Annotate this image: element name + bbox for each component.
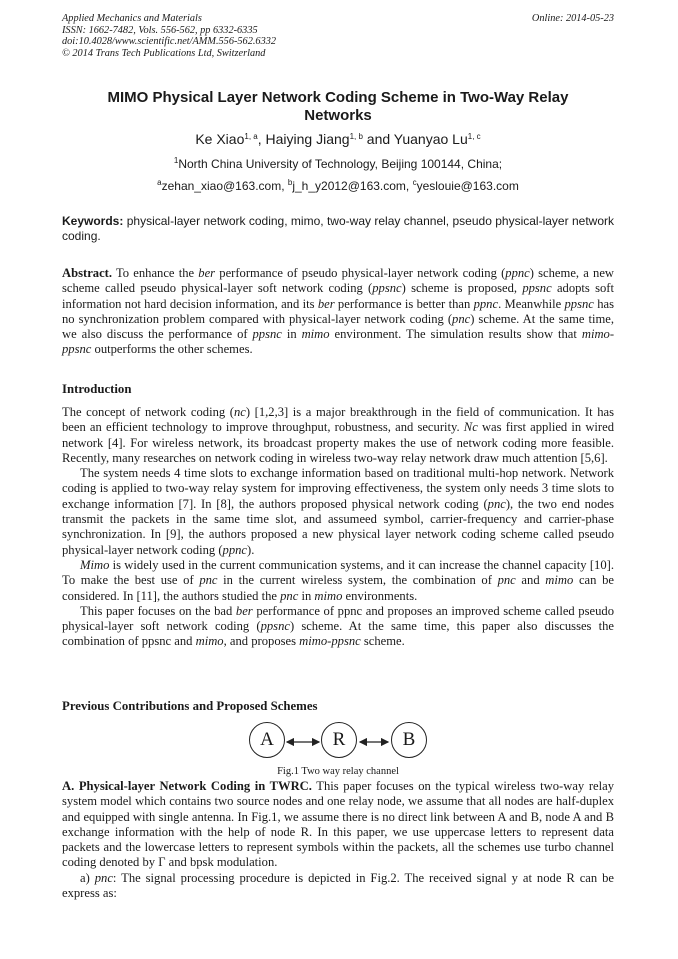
abstract — [62, 266, 614, 358]
author-name: Yuanyao Lu — [393, 131, 468, 147]
doi-line: doi:10.4028/www.scientific.net/AMM.556-562.6332 — [62, 36, 277, 48]
section-heading-previous-contributions: Previous Contributions and Proposed Schemes — [62, 699, 318, 713]
author-separator: , — [257, 131, 266, 147]
email-address[interactable]: yeslouie@163.com — [416, 179, 519, 193]
italic-term: Mimo — [80, 557, 110, 572]
journal-header — [62, 13, 614, 60]
text-run: environments. — [342, 588, 418, 603]
italic-term: ber — [317, 296, 335, 311]
keywords — [62, 214, 614, 244]
text-run: was first applied in wired network [4]. For wireless network, its broadcast property makes the use of network coding more feasible. Recently, many researches on network coding in wireless two-way relay network draw much attention [5,6]. — [62, 420, 614, 465]
italic-term: pnc — [497, 573, 516, 588]
author-superscript: 1, c — [467, 132, 481, 141]
italic-term: ppnc — [473, 296, 499, 311]
node-b: B — [391, 722, 427, 758]
abstract-paragraph — [62, 266, 614, 358]
text-run: ) scheme. At the same time, we also discuss the performance of — [62, 311, 614, 342]
text-run: a) — [80, 870, 95, 885]
italic-term: pnc — [94, 870, 113, 885]
italic-term: Nc — [463, 420, 478, 435]
text-run: ) scheme, a new scheme called pseudo physical-layer soft network coding ( — [62, 266, 615, 296]
text-run: performance is better than — [334, 296, 474, 311]
text-run: adopts soft information not hard decision information, and its — [62, 281, 614, 311]
email-superscript: c — [412, 178, 417, 187]
email-superscript: b — [287, 178, 293, 187]
affiliation — [62, 157, 614, 171]
italic-term: mimo-ppsnc — [62, 327, 615, 357]
email-address[interactable]: zehan_xiao@163.com, — [161, 179, 288, 193]
title-line-2: Networks — [304, 107, 372, 124]
intro-paragraph-4 — [62, 604, 614, 650]
section-a-body — [62, 779, 614, 901]
italic-term: ber — [198, 266, 216, 280]
section-a-paragraph — [62, 779, 614, 871]
text-run: performance of ppnc and proposes an improved scheme called pseudo physical-layer soft network coding ( — [62, 603, 614, 634]
text-run: has no synchronization problem compared with physical-layer network coding ( — [62, 296, 614, 326]
text-run: ). — [247, 542, 255, 557]
node-r: R — [321, 722, 357, 758]
section-a-subparagraph — [62, 871, 614, 902]
italic-term: mimo — [301, 327, 330, 342]
italic-term: mimo-ppsnc — [299, 634, 361, 649]
author-name: Ke Xiao — [195, 131, 245, 147]
affiliation-superscript: 1 — [173, 156, 179, 165]
text-run: To enhance the — [112, 266, 199, 280]
italic-term: ppsnc — [252, 327, 282, 342]
text-run: outperforms the other schemes. — [91, 342, 253, 357]
author-list — [62, 131, 614, 147]
text-run: in — [298, 588, 315, 603]
abstract-label: Abstract. — [62, 266, 113, 280]
section-heading-introduction: Introduction — [62, 382, 132, 396]
text-run: ) [1,2,3] is a major breakthrough in the field of communication. It has been an efficient technology to improve throughput, robustness, and security. — [62, 405, 614, 435]
text-run: is widely used in the current communication systems, and it can increase the channel capacity [10]. To make the best use of — [62, 557, 614, 588]
italic-term: ber — [235, 603, 253, 618]
text-run: The system needs 4 time slots to exchange information based on traditional multi-hop network. Network coding is applied to two-way relay system for improving effectiveness, the system only needs 3 time slots to exchange information [7]. In [8], the authors proposed physical network coding ( — [62, 466, 614, 511]
text-run: ) scheme is proposed, — [401, 281, 523, 296]
email-address[interactable]: j_h_y2012@163.com, — [292, 179, 413, 193]
italic-term: ppsnc — [564, 296, 594, 311]
text-run: scheme. — [360, 634, 405, 649]
italic-term: pnc — [487, 496, 506, 511]
text-run: in the current wireless system, the combination of — [217, 573, 498, 588]
intro-paragraph-1 — [62, 405, 614, 466]
text-run: can be considered. In [11], the authors studied the — [62, 573, 614, 603]
text-run: , and proposes — [223, 634, 300, 649]
introduction-body — [62, 405, 614, 650]
email-superscript: a — [157, 178, 162, 187]
text-run: This paper focuses on the typical wireless two-way relay system model which contains two source nodes and one relay node, we assume that all nodes are half-duplex and equipped with single antenna. In Fig.1, we assume there is no direct link between A and B, node A and B exchange information with the help of node R. In this paper, we use uppercase letters to represent data packets and the lowercase letters to represent symbols within the packets, all the schemes use turbo channel coding denoted by — [62, 779, 614, 870]
figure-two-way-relay — [247, 722, 432, 767]
author-name: Haiying Jiang — [265, 131, 350, 147]
text-run: This paper focuses on the bad — [80, 603, 236, 618]
italic-term: pnc — [199, 573, 218, 588]
text-run: and — [515, 573, 546, 588]
italic-term: pnc — [452, 311, 471, 326]
text-run: in — [281, 327, 302, 342]
section-a-heading: A. Physical-layer Network Coding in TWRC. — [62, 779, 312, 793]
italic-term: mimo — [545, 573, 574, 588]
author-emails — [62, 179, 614, 193]
text-run: The concept of network coding ( — [62, 405, 234, 419]
italic-term: mimo — [314, 588, 343, 603]
italic-term: nc — [233, 405, 246, 419]
author-separator: and — [366, 131, 394, 147]
italic-term: mimo — [195, 634, 224, 649]
issn-line: ISSN: 1662-7482, Vols. 556-562, pp 6332-6335 — [62, 24, 258, 36]
text-run: environment. The simulation results show that — [329, 327, 582, 342]
intro-paragraph-3 — [62, 558, 614, 604]
text-run: : The signal processing procedure is depicted in Fig.2. The received signal y at node R can be express as: — [62, 870, 614, 901]
figure-caption: Fig.1 Two way relay channel — [277, 766, 399, 777]
intro-paragraph-2 — [62, 466, 614, 558]
copyright-line: © 2014 Trans Tech Publications Ltd, Switzerland — [62, 48, 266, 60]
italic-term: pnc — [280, 588, 299, 603]
italic-term: ppsnc — [372, 281, 402, 296]
text-run: ), the two end nodes transmit the packets in the same time slot, and assumeed symbol, carrier-frequency and carrier-phase synchronization. In [9], the authors proposed a new physical layer network coding scheme called pseudo physical-layer network coding ( — [62, 496, 614, 557]
text-run: and bpsk modulation. — [165, 855, 278, 870]
journal-name: Applied Mechanics and Materials — [62, 13, 202, 24]
online-date: Online: 2014-05-23 — [531, 13, 614, 24]
italic-term: ppsnc — [260, 619, 290, 634]
italic-term: ppnc — [505, 266, 530, 280]
affiliation-text: North China University of Technology, Beijing 100144, China; — [178, 157, 503, 171]
node-a: A — [249, 722, 285, 758]
paper-title — [62, 89, 614, 125]
italic-term: ppnc — [222, 542, 247, 557]
keywords-text: physical-layer network coding, mimo, two-way relay channel, pseudo physical-layer network coding. — [62, 214, 614, 243]
text-run: . Meanwhile — [498, 296, 565, 311]
text-run: performance of pseudo physical-layer network coding ( — [215, 266, 506, 280]
gamma-symbol: Γ — [158, 855, 166, 870]
italic-term: ppsnc — [522, 281, 552, 296]
author-superscript: 1, a — [244, 132, 258, 141]
author-superscript: 1, b — [349, 132, 363, 141]
title-line-1: MIMO Physical Layer Network Coding Scheme in Two-Way Relay — [107, 89, 569, 106]
text-run: ) scheme. At the same time, this paper also discusses the combination of ppsnc and — [62, 619, 614, 649]
keywords-label: Keywords: — [62, 214, 124, 228]
